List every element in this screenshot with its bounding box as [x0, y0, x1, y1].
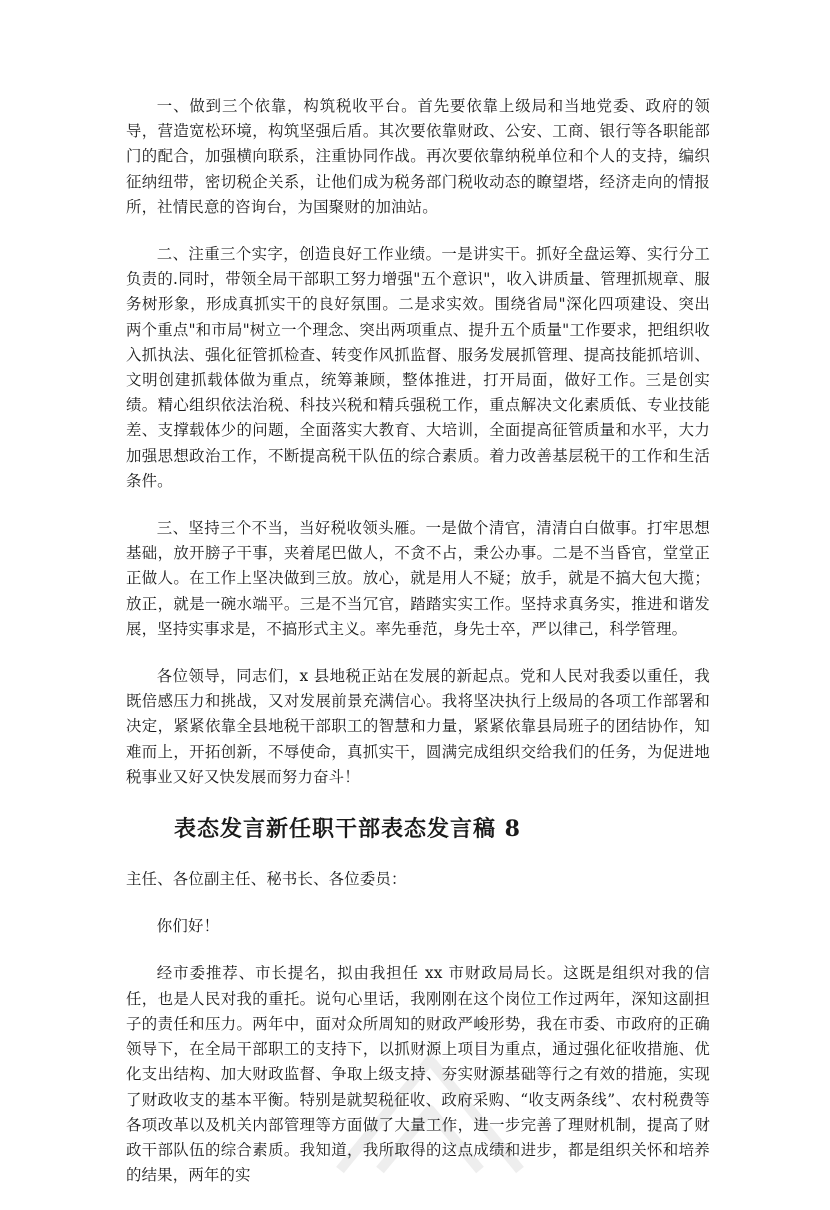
document-body [126, 94, 710, 1210]
paragraph-2: 二、注重三个实字，创造良好工作业绩。一是讲实干。抓好全盘运筹、实行分工负责的.同时，带领全局干部职工努力增强"五个意识"，收入讲质量、管理抓规章、服务树形象，形成真抓实干的良好氛围。二是求实效。围绕省局"深化四项建设、突出两个重点"和市局"树立一个理念、突出两项重点、提升五个质量"工作要求，把组织收入抓执法、强化征管抓检查、转变作风抓监督、服务发展抓管理、提高技能抓培训、文明创建抓载体做为重点，统筹兼顾，整体推进，打开局面，做好工作。三是创实绩。精心组织依法治税、科技兴税和精兵强税工作，重点解决文化素质低、专业技能差、支撑载体少的问题，全面落实大教育、大培训，全面提高征管质量和水平，大力加强思想政治工作，不断提高税干队伍的综合素质。着力改善基层税干的工作和生活条件。 [126, 245, 710, 490]
paragraph-3: 三、坚持三个不当，当好税收领头雁。一是做个清官，清清白白做事。打牢思想基础，放开膀子干事，夹着尾巴做人，不贪不占，秉公办事。二是不当昏官，堂堂正正做人。在工作上坚决做到三放。放心，就是用人不疑；放手，就是不搞大包大揽；放正，就是一碗水端平。三是不当冗官，踏踏实实工作。坚持求真务实，推进和谐发展，坚持实事求是，不搞形式主义。率先垂范，身先士卒，严以律己，科学管理。 [126, 519, 710, 638]
paragraph-1: 一、做到三个依靠，构筑税收平台。首先要依靠上级局和当地党委、政府的领导，营造宽松环境，构筑坚强后盾。其次要依靠财政、公安、工商、银行等各职能部门的配合，加强横向联系，注重协同作战。再次要依靠纳税单位和个人的支持，编织征纳纽带，密切税企关系，让他们成为税务部门税收动态的瞭望塔，经济走向的情报所，社情民意的咨询台，为国聚财的加油站。 [126, 97, 710, 216]
section-heading: 表态发言新任职干部表态发言稿 8 [174, 816, 521, 843]
paragraph-5: 经市委推荐、市长提名，拟由我担任 xx 市财政局局长。这既是组织对我的信任，也是人民对我的重托。说句心里话，我刚刚在这个岗位工作过两年，深知这副担子的责任和压力。两年中，面对众所周知的财政严峻形势，我在市委、市政府的正确领导下，在全局干部职工的支持下，以抓财源上项目为重点，通过强化征收措施、优化支出结构、加大财政监督、争取上级支持、夯实财源基础等行之有效的措施，实现了财政收支的基本平衡。特别是就契税征收、政府采购、“收支两条线”、农村税费等各项改革以及机关内部管理等方面做了大量工作，进一步完善了理财机制，提高了财政干部队伍的综合素质。我知道，我所取得的这点成绩和进步，都是组织关怀和培养的结果，两年的实 [126, 964, 710, 1185]
greeting: 你们好！ [156, 917, 220, 936]
salutation: 主任、各位副主任、秘书长、各位委员： [126, 870, 407, 889]
paragraph-4: 各位领导，同志们，x 县地税正站在发展的新起点。党和人民对我委以重任，我既倍感压力和挑战，又对发展前景充满信心。我将坚决执行上级局的各项工作部署和决定，紧紧依靠全县地税干部职工的智慧和力量，紧紧依靠县局班子的团结协作，知难而上，开拓创新，不辱使命，真抓实干，圆满完成组织交给我们的任务，为促进地税事业又好又快发展而努力奋斗！ [126, 667, 710, 786]
